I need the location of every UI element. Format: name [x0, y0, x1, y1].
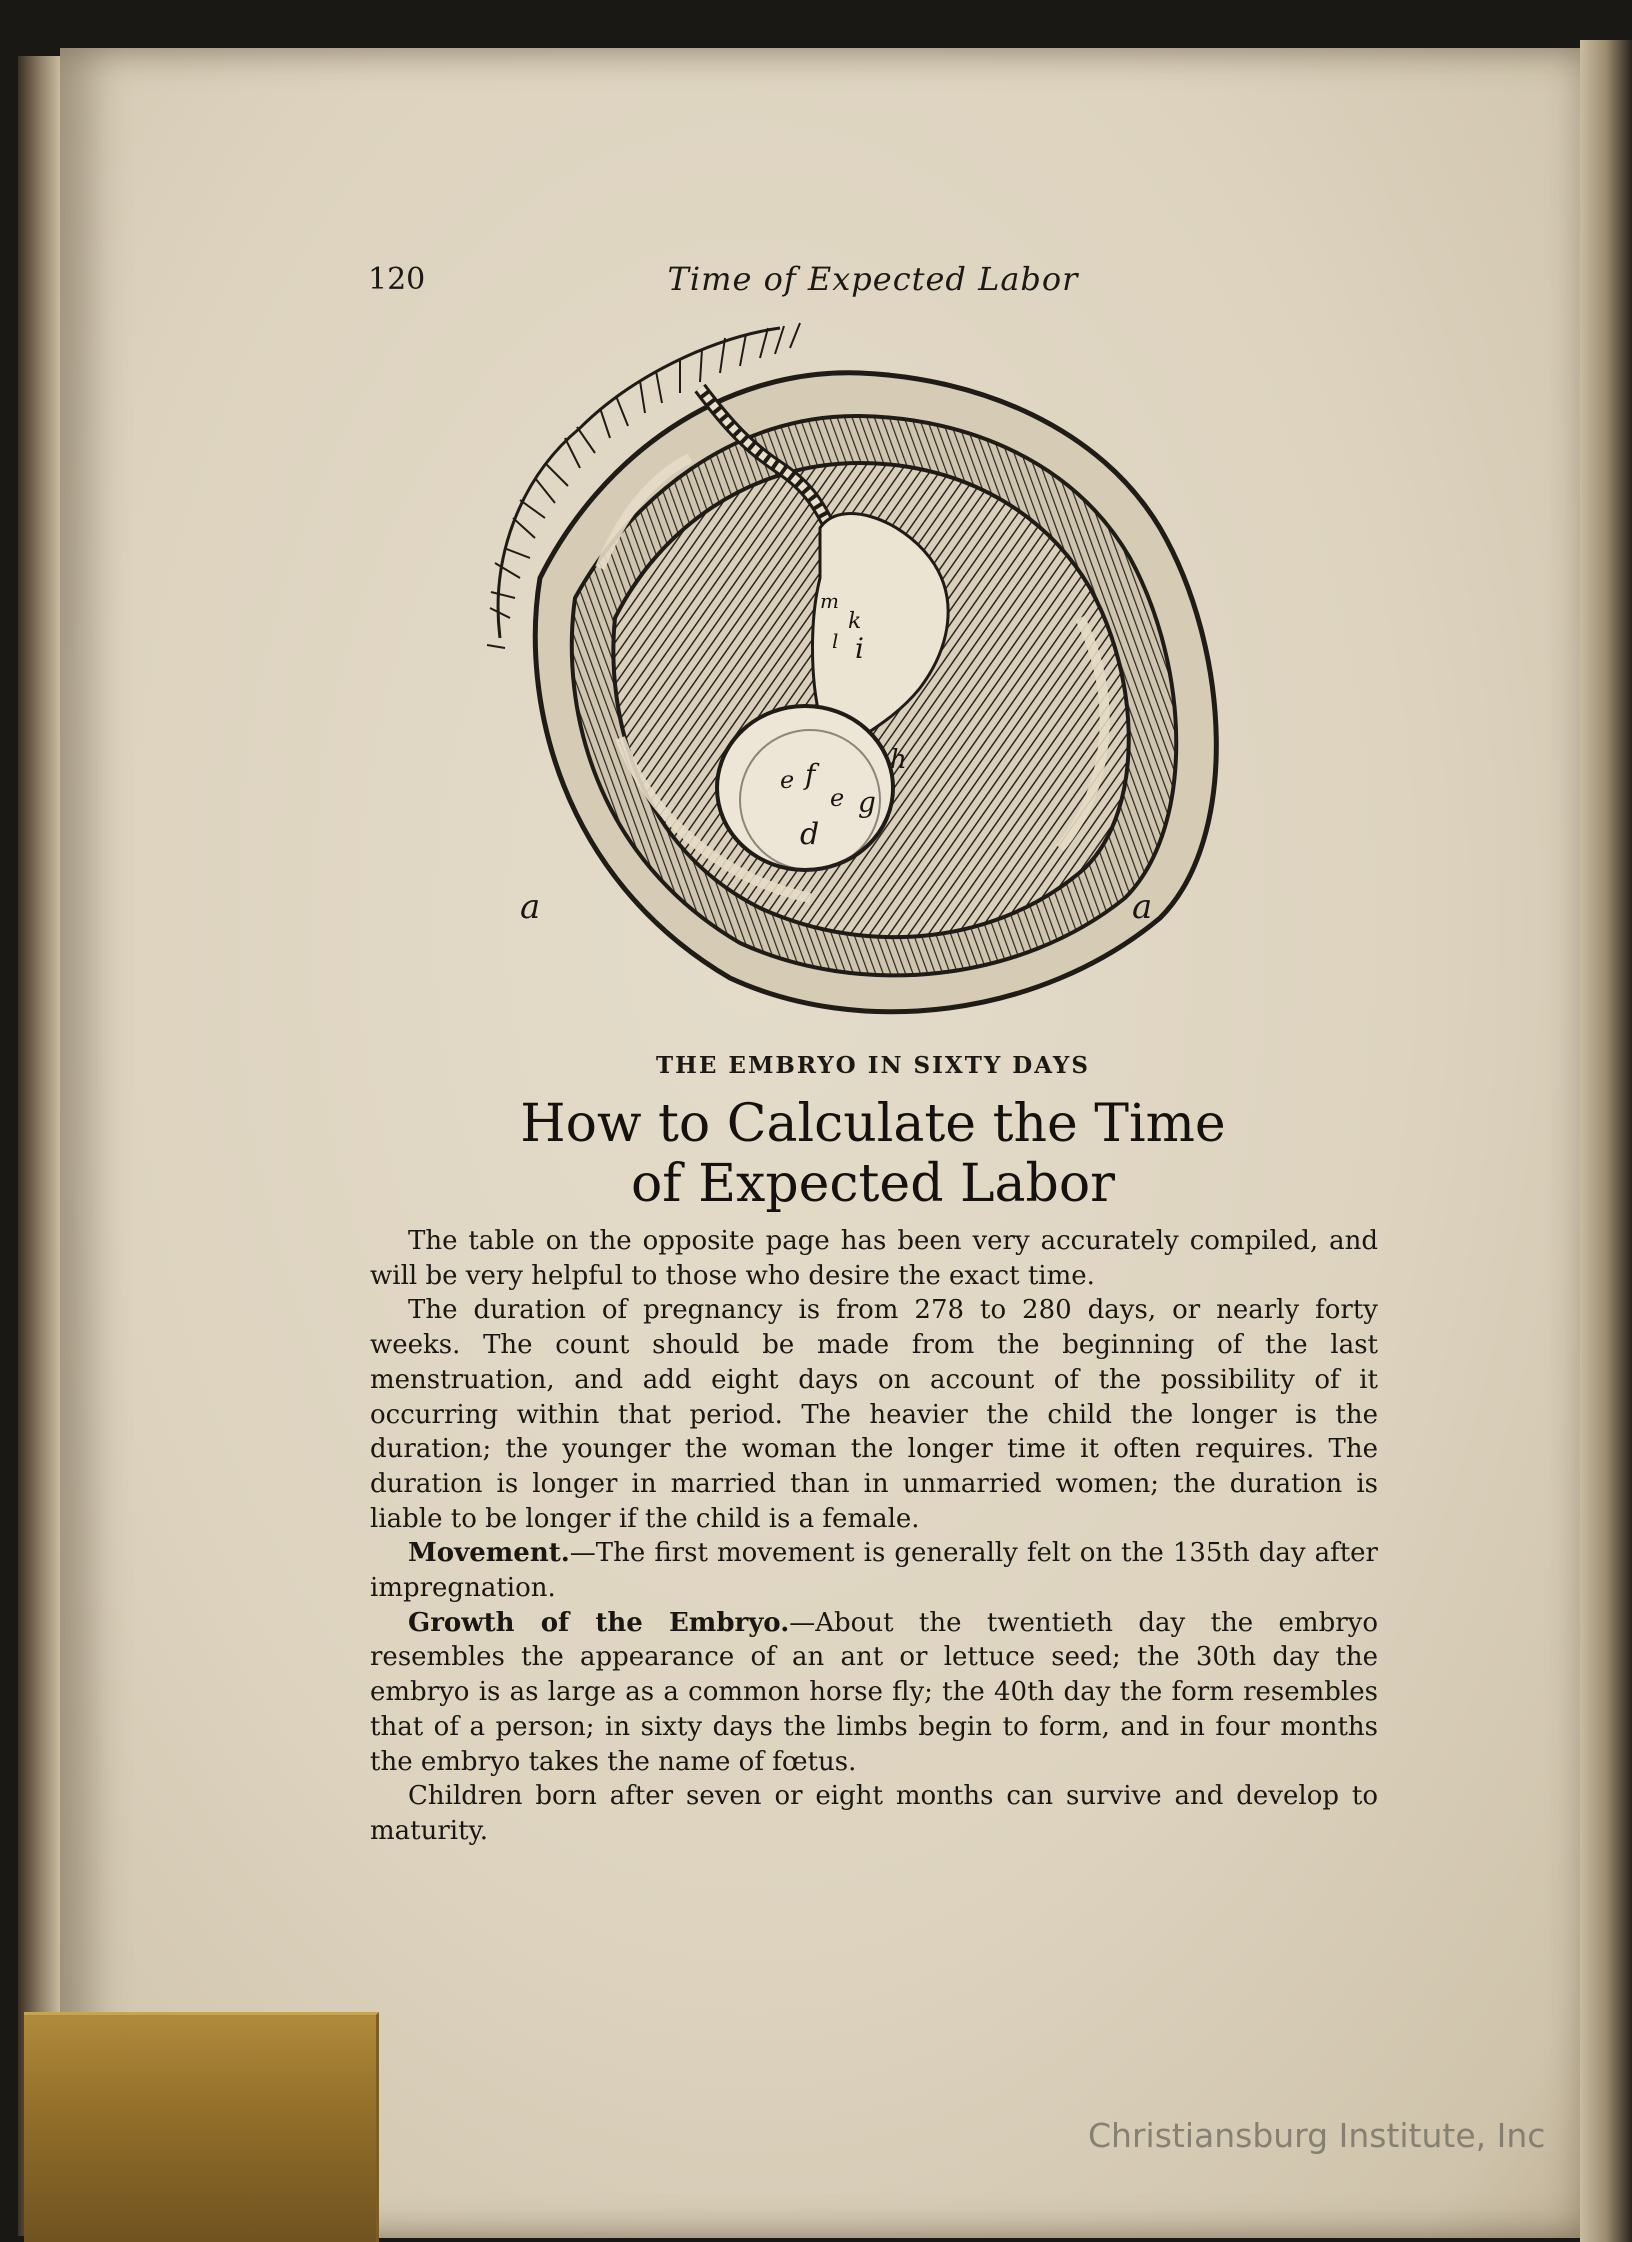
paragraph-intro: [370, 1224, 1378, 1293]
label-a-left: a: [520, 887, 541, 927]
paragraph-text: The table on the opposite page has been very accurately compiled, and will be very helpful to those who desire the exact time.: [370, 1226, 1378, 1291]
embryo-illustration: [480, 318, 1240, 1038]
paragraph-text: —The first movement is generally felt on the 135th day after impregnation.: [370, 1538, 1378, 1604]
paragraph-growth: [370, 1606, 1378, 1780]
watermark: Christiansburg Institute, Inc: [1088, 2116, 1546, 2155]
paragraph-movement: [370, 1536, 1378, 1605]
page-right-edge: [1580, 40, 1632, 2242]
paragraph-text: Children born after seven or eight months can survive and develop to maturity.: [370, 1781, 1378, 1846]
page-number: 120: [368, 262, 426, 297]
running-head: [368, 258, 1378, 308]
chapter-title-line-1: How to Calculate the Time: [520, 1094, 1226, 1154]
paragraph-survival: [370, 1779, 1378, 1848]
label-e2: e: [830, 784, 845, 812]
label-d: d: [800, 817, 820, 852]
paragraph-lead: Movement.: [408, 1538, 570, 1569]
body-text: [370, 1224, 1378, 1849]
paragraph-text: —About the twentieth day the embryo resembles the appearance of an ant or lettuce seed; the 30th day the embryo is as large as a common horse fly; the 40th day the form resembles that of a person; in sixty days the limbs begin to form, and in four months the embryo takes the name of fœtus.: [370, 1607, 1378, 1777]
label-e1: e: [780, 766, 795, 794]
chapter-title-line-2: of Expected Labor: [630, 1154, 1116, 1214]
running-title: Time of Expected Labor: [667, 260, 1079, 298]
label-g: g: [858, 786, 876, 819]
gold-bookmark-tab: [24, 2012, 379, 2242]
label-l: l: [832, 629, 839, 653]
paragraph-lead: Growth of the Embryo.: [408, 1607, 790, 1638]
label-a-right: a: [1132, 887, 1153, 927]
label-k: k: [848, 609, 862, 634]
chapter-title: [368, 1094, 1378, 1214]
label-h: h: [890, 745, 907, 775]
label-m: m: [820, 589, 839, 613]
paragraph-text: The duration of pregnancy is from 278 to 280 days, or nearly forty weeks. The count should be made from the beginning of the last menstruation, and add eight days on account of the possibility of it occurring within that period. The heavier the child the longer is the duration; the younger the woman the longer time it often requires. The duration is longer in married than in unmarried women; the duration is liable to be longer if the child is a female.: [370, 1295, 1378, 1534]
label-i: i: [855, 632, 864, 665]
label-f: f: [805, 758, 816, 791]
figure-caption: THE EMBRYO IN SIXTY DAYS: [656, 1052, 1090, 1079]
paragraph-duration: [370, 1293, 1378, 1536]
